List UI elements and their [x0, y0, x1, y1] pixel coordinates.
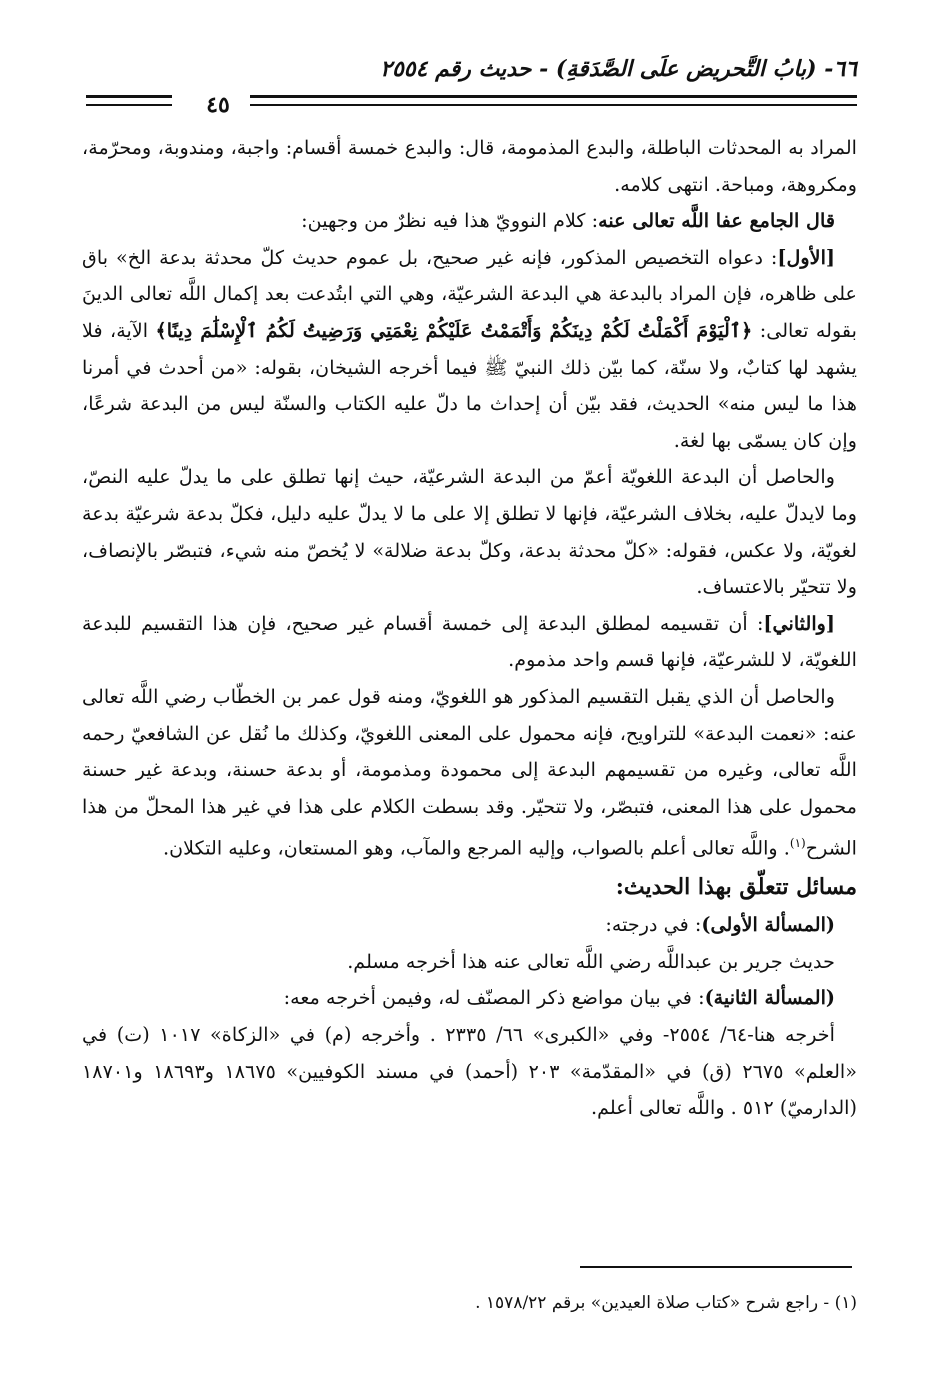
issue-1-text: : في درجته:	[605, 913, 702, 937]
second-point-text: : أن تقسيمه لمطلق البدعة إلى خمسة أقسام غير صحيح، فإن هذا التقسيم للبدعة اللغويّة، لا للشرعيّة، فإنها قسم واحد مذموم.	[82, 611, 857, 672]
first-point-text-a: : دعواه التخصيص المذكور، فإنه غير صحيح، بل عموم حديث كلّ محدثة بدعة الخ» باق على ظاهره، فإن المراد بالبدعة هي البدعة الشرعيّة، وهي التي ابتُدعت بعد إكمال اللَّه تعالى الدينَ بقوله تعالى:	[82, 245, 857, 342]
header-rule-short-second	[86, 104, 172, 106]
conclusion-text-a: والحاصل أن الذي يقبل التقسيم المذكور هو اللغويّ، ومنه قول عمر بن الخطّاب رضي اللَّه تعالى عنه: «نعمت البدعة» للتراويح، فإنه محمول على المعنى اللغويّ، وكذلك ما نُقل عن الشافعيّ رحمه اللَّه تعالى، وغيره من تقسيمهم البدعة إلى محمودة ومذمومة، أو بدعة حسنة، وبدعة غير حسنة محمول على هذا المعنى، فتبصّر، ولا تتحيّر. وقد بسطت الكلام على هذا في غير هذا المحلّ من هذا الشرح	[82, 684, 857, 860]
issue-1-heading	[82, 907, 857, 944]
conclusion-text-b: . واللَّه تعالى أعلم بالصواب، وإليه المرجع والمآب، وهو المستعان، وعليه التكلان.	[162, 836, 790, 860]
footnote-marker[interactable]: (١)	[789, 836, 806, 851]
paragraph-3	[82, 240, 857, 460]
paragraph-2	[82, 203, 857, 240]
running-header-title: ٦٦- (بابُ التَّحريض علَى الصَّدَقةِ) - حديث رقم ٢٥٥٤	[380, 56, 857, 82]
author-note-lead: قال الجامع عفا اللَّه تعالى عنه	[598, 209, 835, 233]
quran-verse: ﴿ٱلْيَوْمَ أَكْمَلْتُ لَكُمْ دِينَكُمْ وَأَتْمَمْتُ عَلَيْكُمْ نِعْمَتِي وَرَضِيتُ لَكُمُ ٱلْإِسْلَٰمَ دِينًا﴾	[155, 318, 753, 342]
second-point-lead: [والثاني]	[763, 611, 835, 635]
header-rule-second	[250, 104, 857, 106]
paragraph-5	[82, 606, 857, 679]
issue-2-body: أخرجه هنا-٦٤/ ٢٥٥٤- وفي «الكبرى» ٦٦/ ٢٣٣٥ . وأخرجه (م) في «الزكاة» ١٠١٧ (ت) في «العلم» ٢٦٧٥ (ق) في «المقدّمة» ٢٠٣ (أحمد) في مسند الكوفيين» ١٨٦٧٥ و١٨٦٩٣ و١٨٧٠١ (الدارميّ) ٥١٢ . واللَّه تعالى أعلم.	[82, 1023, 857, 1120]
paragraph-1: المراد به المحدثات الباطلة، والبدع المذمومة، قال: والبدع خمسة أقسام: واجبة، ومندوبة، ومحرّمة، ومكروهة، ومباحة. انتهى كلامه.	[82, 136, 857, 196]
issue-2-lead: (المسألة الثانية)	[704, 986, 835, 1010]
first-point-text-b: الآية، فلا يشهد لها كتابٌ، ولا سنّة، كما بيّن ذلك النبيّ ﷺ فيما أخرجه الشيخان، بقوله: «من أحدث في أمرنا هذا ما ليس منه» الحديث، فقد بيّن أن إحداث ما دلّ عليه الكتاب والسنّة ليس من البدعة شرعًا، وإن كان يسمّى بها لغة.	[82, 318, 857, 452]
issue-1-lead: (المسألة الأولى)	[701, 913, 835, 937]
issue-2-text: : في بيان مواضع ذكر المصنّف له، وفيمن أخرجه معه:	[283, 986, 705, 1010]
paragraph-4: والحاصل أن البدعة اللغويّة أعمّ من البدعة الشرعيّة، حيث إنها تطلق على ما يدلّ عليه النصّ، وما لايدلّ عليه، بخلاف الشرعيّة، فإنها لا تطلق إلا على ما لا يدلّ عليه دليل، فكلّ بدعة شرعيّة بدعة لغويّة، ولا عكس، فقوله: «كلّ محدثة بدعة، وكلّ بدعة ضلالة» لا يُخصّ منه شيء، فتبصّر بالإنصاف، ولا تتحيّر بالاعتساف.	[82, 465, 857, 599]
footnote: (١) - راجع شرح «كتاب صلاة العيدين» برقم ١٥٧٨/٢٢ .	[475, 1293, 857, 1313]
footnote-rule	[580, 1266, 852, 1268]
author-note-text: : كلام النوويّ هذا فيه نظرٌ من وجهين:	[301, 209, 599, 233]
first-point-lead: [الأول]	[777, 245, 835, 269]
header-rule	[250, 95, 857, 98]
section-title: مسائل تتعلّق بهذا الحديث:	[615, 874, 857, 901]
page-number: ٤٥	[206, 92, 230, 118]
issue-1-body: حديث جرير بن عبداللَّه رضي اللَّه تعالى عنه هذا أخرجه مسلم.	[347, 949, 835, 973]
header-rule-short	[86, 95, 172, 98]
paragraph-6	[82, 679, 857, 867]
issue-2-heading	[82, 980, 857, 1017]
main-text	[82, 130, 857, 1127]
